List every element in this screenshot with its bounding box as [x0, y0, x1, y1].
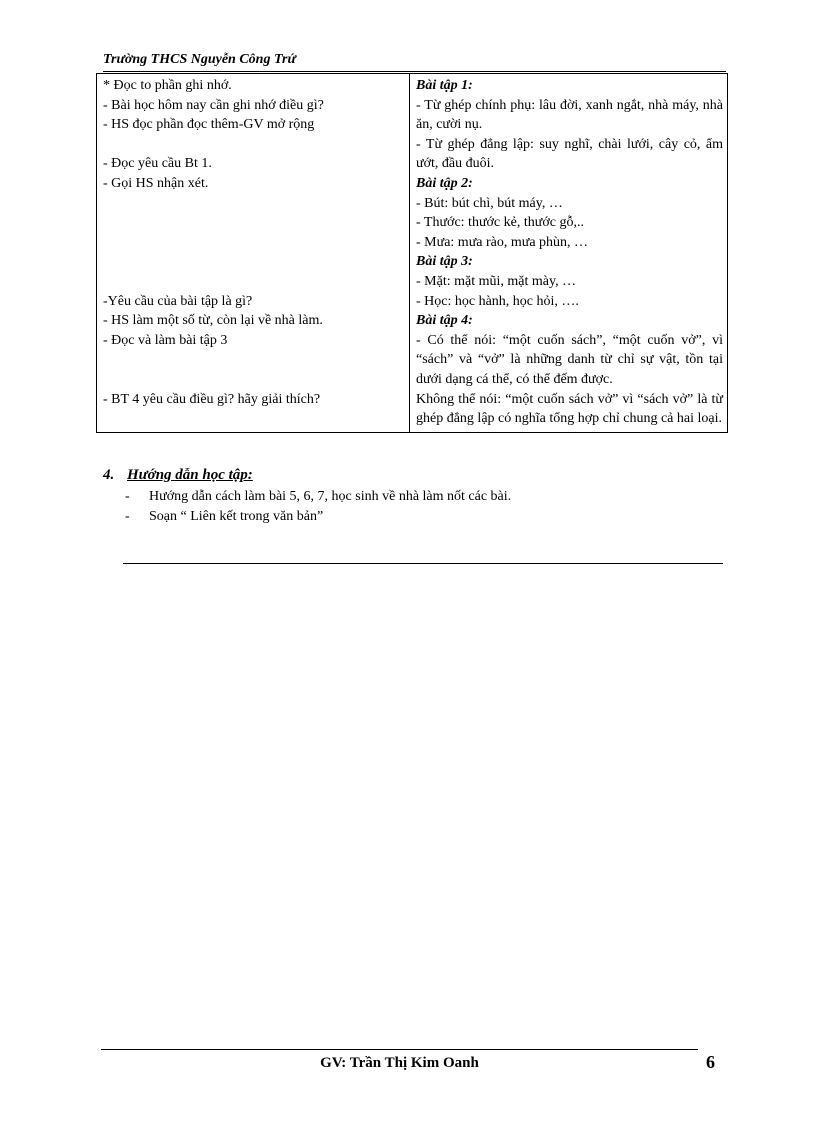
study-guide-list — [125, 487, 725, 527]
list-item-text: Soạn “ Liên kết trong văn bản” — [149, 509, 324, 524]
left-line — [103, 370, 405, 390]
list-item-text: Hướng dẫn cách làm bài 5, 6, 7, học sinh về nhà làm nốt các bài. — [149, 489, 512, 504]
exercise-2-line: - Bút: bút chì, bút máy, … — [416, 195, 563, 211]
page-number: 6 — [706, 1052, 715, 1072]
teacher-activities-cell — [97, 74, 410, 433]
left-line — [103, 213, 405, 233]
left-line: - Bài học hôm nay cần ghi nhớ điều gì? — [103, 97, 324, 113]
footer-rule — [101, 1049, 698, 1050]
teacher-name: GV: Trần Thị Kim Oanh — [320, 1055, 479, 1071]
exercise-1-text: - Từ ghép đẳng lập: suy nghĩ, chài lưới, cây cỏ, ẩm ướt, đầu đuôi. — [416, 136, 723, 172]
table-row — [97, 74, 728, 433]
left-line: - HS làm một số từ, còn lại về nhà làm. — [103, 313, 323, 329]
left-line: - Gọi HS nhận xét. — [103, 175, 209, 191]
left-line — [103, 252, 405, 272]
lesson-table — [96, 73, 728, 433]
list-item — [125, 487, 725, 507]
left-line — [103, 135, 405, 155]
left-line: - Đọc và làm bài tập 3 — [103, 332, 228, 348]
left-line: -Yêu cầu của bài tập là gì? — [103, 293, 253, 309]
exercise-4-text: Không thể nói: “một cuốn sách vở” vì “sách vở” là từ ghép đẳng lập có nghĩa tổng hợp chỉ chung cả hai loại. — [416, 391, 723, 427]
exercise-3-line: - Mặt: mặt mũi, mặt mày, … — [416, 273, 577, 289]
left-line — [103, 233, 405, 253]
left-line: - HS đọc phần đọc thêm-GV mở rộng — [103, 117, 315, 133]
header-rule — [103, 71, 726, 72]
list-dash: - — [125, 489, 130, 504]
left-line: * Đọc to phần ghi nhớ. — [103, 78, 232, 93]
exercise-4-text: - Có thể nói: “một cuốn sách”, “một cuốn vở”, vì “sách” và “vở” là những danh từ chỉ sự vật, tồn tại dưới dạng cá thể, có thể đếm được. — [416, 332, 723, 387]
school-header: Trường THCS Nguyễn Công Trứ — [103, 52, 296, 67]
section-number: 4. — [103, 467, 115, 483]
exercise-3-line: - Học: học hành, học hỏi, …. — [416, 293, 579, 309]
exercise-2-line: - Thước: thước kẻ, thước gỗ,.. — [416, 215, 584, 231]
exercise-answers-cell — [410, 74, 728, 433]
exercise-4-title: Bài tập 4: — [416, 313, 473, 329]
list-item — [125, 507, 725, 527]
left-line — [103, 272, 405, 292]
exercise-3-title: Bài tập 3: — [416, 254, 473, 270]
exercise-2-line: - Mưa: mưa rào, mưa phùn, … — [416, 234, 589, 250]
left-line — [103, 350, 405, 370]
section-end-rule — [123, 563, 723, 564]
exercise-1-text: - Từ ghép chính phụ: lâu đời, xanh ngắt, nhà máy, nhà ăn, cười nụ. — [416, 97, 723, 133]
left-line — [103, 194, 405, 214]
exercise-1-title: Bài tập 1: — [416, 78, 473, 93]
list-dash: - — [125, 509, 130, 524]
left-line: - BT 4 yêu cầu điều gì? hãy giải thích? — [103, 391, 321, 407]
left-line: - Đọc yêu cầu Bt 1. — [103, 156, 212, 172]
section-4-heading — [103, 467, 253, 484]
section-title: Hướng dẫn học tập: — [127, 467, 253, 483]
exercise-2-title: Bài tập 2: — [416, 175, 473, 191]
